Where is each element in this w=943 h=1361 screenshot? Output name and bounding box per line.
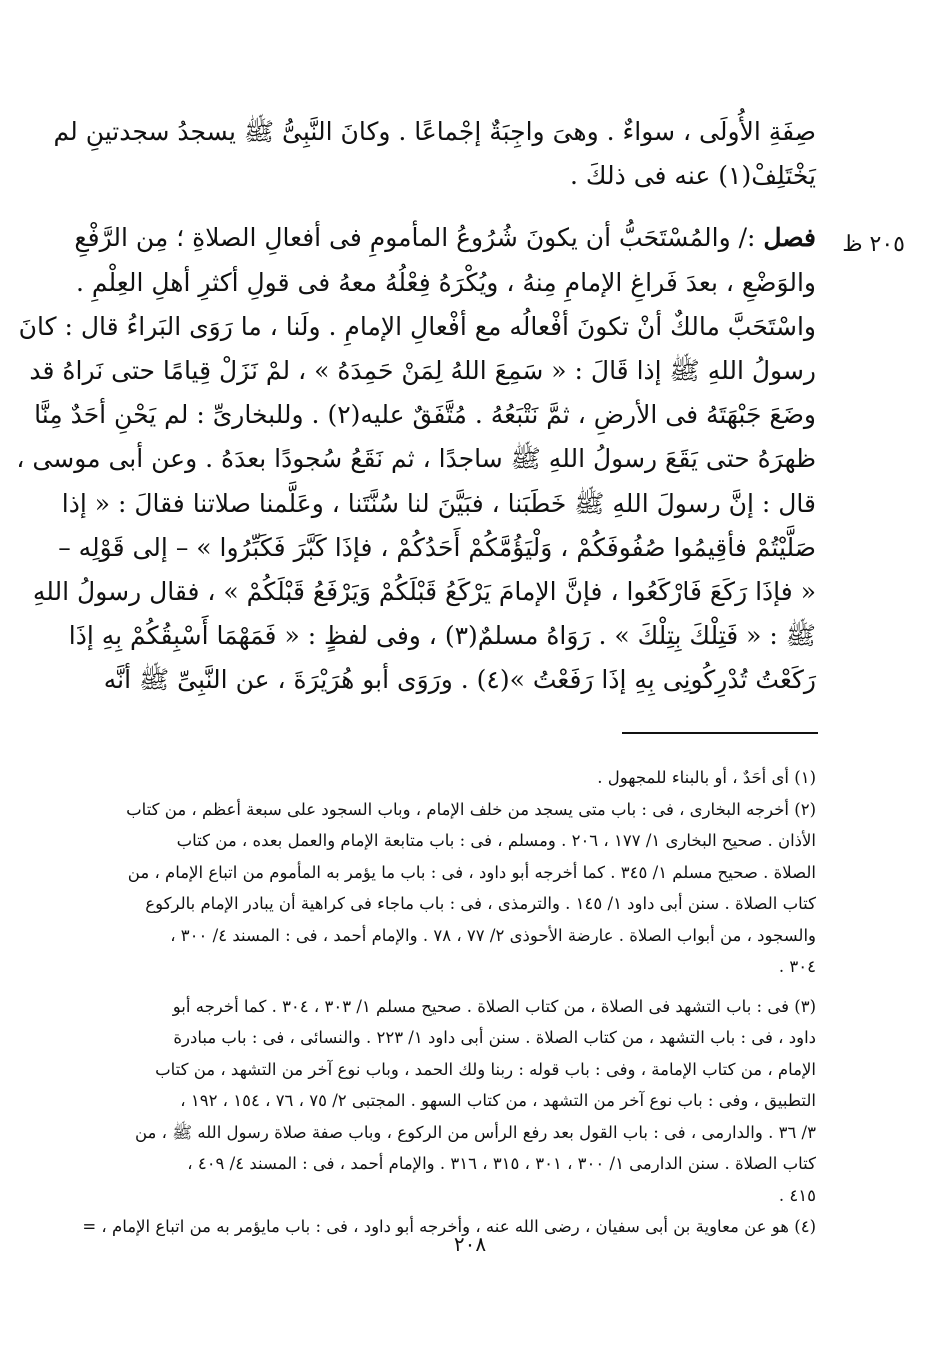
text-line: صِفَةِ الأُولَى ، سواءٌ . وهىَ واجِبَةٌ إجْماعًا . وكانَ النَّبِىُّ ﷺ يسجدُ سجدتينِ لم [53, 117, 816, 146]
text-line: يَخْتَلِفْ(١) عنه فى ذلكَ . [570, 161, 816, 191]
text-line [74, 216, 816, 260]
footnote-line: والسجود ، من أبواب الصلاة . عارضة الأحوذى ٢/ ٧٧ ، ٧٨ . والإمام أحمد ، فى : المسند ٤/ ٣٠٠ ، [170, 925, 816, 945]
text-line: والوَضْعِ ، بعدَ فَراغِ الإمامِ مِنهُ ، ويُكْرَهُ فِعْلُهُ معهُ فى قولِ أكثرِ أهلِ العِلْمِ . [75, 267, 816, 297]
footnote-line: ٣/ ٣٦ . والدارمى ، فى : باب القول بعد رفع الرأس من الركوع ، وباب صفة صلاة رسول الله ﷺ ، من [134, 1122, 816, 1142]
footnote-line: (٤) هو عن معاوية بن أبى سفيان ، رضى الله عنه ، وأخرجه أبو داود ، فى : باب مايؤمر به من اتباع الإمام ، = [82, 1217, 816, 1236]
text-line: واسْتَحَبَّ مالكٌ أنْ تكونَ أفْعالُه مع أفْعالِ الإمامِ . ولَنا ، ما رَوَى البَراءُ قال : كانَ [18, 311, 816, 341]
footnote-line: ٤١٥ . [778, 1185, 816, 1205]
text-line: قال : إنَّ رسولَ اللهِ ﷺ خَطَبَنا ، فبَيَّنَ لنا سُنَّتَنا ، وعَلَّمنا صلاتنا فقالَ : « إذا [61, 488, 816, 518]
footnote-line: داود ، فى : باب التشهد ، من كتاب الصلاة . سنن أبى داود ١/ ٢٢٣ . والنسائى ، فى : باب مبادرة [173, 1028, 816, 1047]
text-line: رَكَعْتُ تُدْرِكُونِى بِهِ إذَا رَفَعْتُ »(٤) . ورَوَى أبو هُرَيْرَةَ ، عن النَّبِىِّ ﷺ أنَّه [103, 665, 816, 695]
text-line: ظهرَهُ حتى يَقَعَ رسولُ اللهِ ﷺ ساجدًا ، ثم نَقَعُ سُجودًا بعدَهُ . وعن أبى موسى ، [16, 444, 816, 474]
line-rest: :/ والمُسْتَحَبُّ أن يكونَ شُرُوعُ المأمومِ فى أفعالِ الصلاةِ ؛ مِن الرَّفْعِ [74, 223, 756, 253]
text-line: ﷺ : « فَتِلْكَ بِتِلْكَ » . رَوَاهُ مسلمٌ(٣) ، وفى لفظٍ : « فَمَهْمَا أَسْبِقُكُمْ بِهِ إذَا [68, 621, 816, 651]
section-keyword: فصل [763, 223, 816, 253]
footnote-separator [622, 732, 818, 734]
paragraph-gap [96, 198, 816, 216]
footnote-line: الصلاة . صحيح مسلم ١/ ٣٤٥ . كما أخرجه أبو داود ، فى : باب ما يؤمر به المأموم من اتباع الإمام ، من [127, 862, 816, 882]
footnote-line: (١) أى أحَدٌ ، أو بالبناء للمجهول . [597, 768, 816, 787]
footnote-line: الأذان . صحيح البخارى ١/ ١٧٧ ، ٢٠٦ . ومسلم ، فى : باب متابعة الإمام والعمل بعده ، من كتاب [176, 831, 816, 850]
text-line: رسولُ اللهِ ﷺ إذا قَالَ : « سَمِعَ اللهُ لِمَنْ حَمِدَهُ » ، لمْ نَزَلْ قِيامًا حتى نَراهُ قد [29, 355, 816, 385]
footnote-line: التطبيق ، وفى : باب نوع آخر من التشهد ، من كتاب السهو . المجتبى ٢/ ٧٥ ، ٧٦ ، ١٥٤ ، ١٩٢ ، [180, 1091, 816, 1110]
footnote-line: (٢) أخرجه البخارى ، فى : باب متى يسجد من خلف الإمام ، وباب السجود على سبعة أعظم ، من كتاب [126, 799, 816, 819]
main-text [16, 110, 816, 702]
page-number: ٢٠٨ [453, 1232, 487, 1256]
footnote-line: ٣٠٤ . [778, 957, 816, 976]
footnote-line: كتاب الصلاة . سنن أبى داود ١/ ١٤٥ . والترمذى ، فى : باب ماجاء فى كراهية أن يبادر الإمام بالركوع [145, 894, 816, 913]
footnote-line: كتاب الصلاة . سنن الدارمى ١/ ٣٠٠ ، ٣٠١ ، ٣١٥ ، ٣١٦ . والإمام أحمد ، فى : المسند ٤/ ٤٠٩ ، [187, 1154, 816, 1173]
footnote-line: (٣) فى : باب التشهد فى الصلاة ، من كتاب الصلاة . صحيح مسلم ١/ ٣٠٣ ، ٣٠٤ . كما أخرجه أبو [172, 996, 816, 1016]
footnotes [82, 762, 816, 1243]
text-line: صَلَّيْتُمْ فأقِيمُوا صُفُوفَكُمْ ، وَلْيَؤُمَّكُمْ أَحَدُكُمْ ، فإذَا كَبَّرَ فَكَبِّرُوا » – إلى قَوْلِه – [58, 532, 816, 562]
footnote-gap [96, 983, 816, 991]
text-line: وضَعَ جَبْهَتَهُ فى الأرضِ ، ثمَّ نَتْبَعُهُ . مُتَّفَقٌ عليه(٢) . وللبخارىِّ : لم يَحْنِ أحَدٌ مِنَّا [34, 400, 816, 430]
margin-folio-note: ٢٠٥ ظ [842, 232, 905, 257]
footnote-line: الإمام ، من كتاب الإمامة ، وفى : باب قوله : ربنا ولك الحمد ، وباب نوع آخر من التشهد ، من كتاب [155, 1059, 816, 1079]
text-line: « فإذَا رَكَعَ فَارْكَعُوا ، فإنَّ الإمامَ يَرْكَعُ قَبْلَكُمْ وَيَرْفَعُ قَبْلَكُمْ » ، فقال رسولُ اللهِ [32, 576, 816, 606]
